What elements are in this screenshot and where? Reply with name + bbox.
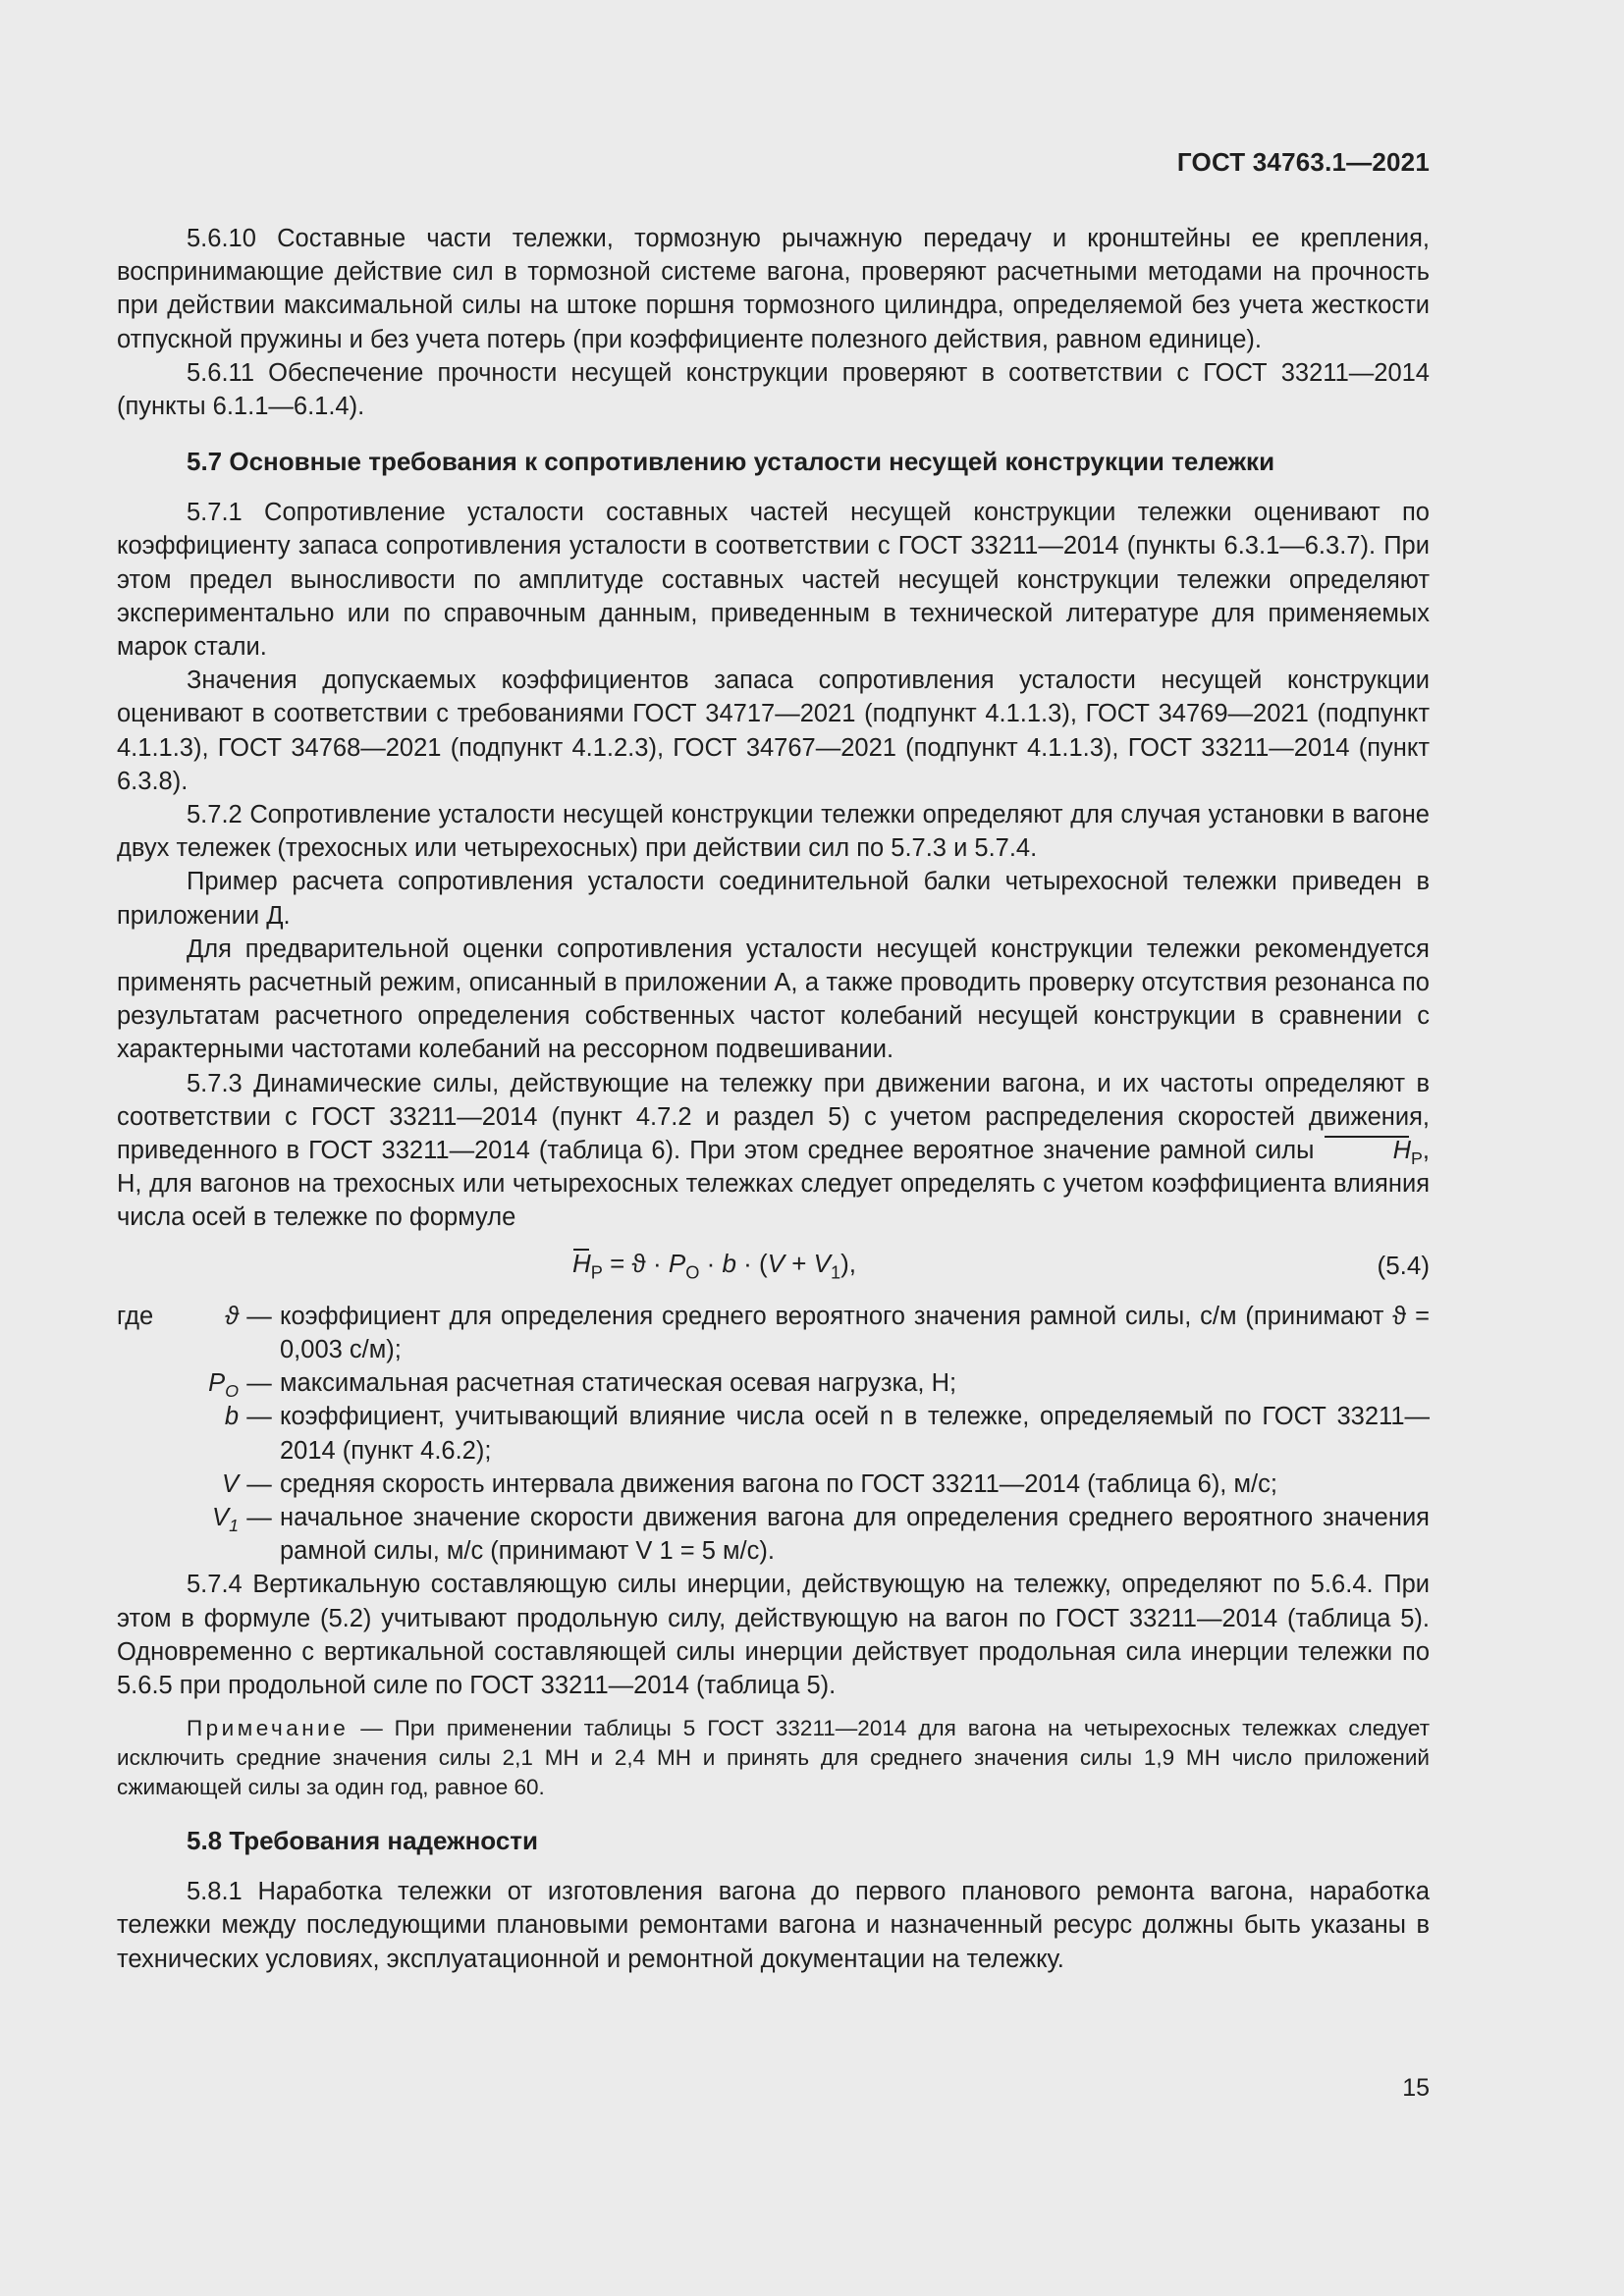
equation-number: (5.4) bbox=[1377, 1250, 1430, 1280]
where-description: средняя скорость интервала движения вагона по ГОСТ 33211—2014 (таблица 6), м/с; bbox=[280, 1469, 1277, 1498]
paragraph-5-7-3 bbox=[117, 1067, 1430, 1235]
frame-force-subscript: P bbox=[1411, 1148, 1423, 1169]
formula-expression: $H_P = ϑ \cdot P_O \cdot b \cdot (V + V_1)$, bbox=[571, 1248, 857, 1283]
where-symbol: b bbox=[224, 1403, 239, 1431]
where-list bbox=[117, 1300, 1430, 1569]
where-symbol: $P_O$ bbox=[208, 1369, 239, 1402]
where-description: коэффициент, учитывающий влияние числа осей n в тележке, определяемый по ГОСТ 33211—2014 (пункт 4.6.2); bbox=[280, 1403, 1430, 1465]
section-heading-5-8: 5.8 Требования надежности bbox=[187, 1826, 539, 1856]
where-dash: — bbox=[246, 1369, 272, 1398]
paragraph-5-7-3-text-a: 5.7.3 Динамические силы, действующие на тележку при движении вагона, и их частоты определяют в соответствии с ГОСТ 33211—2014 (пункт 4.7.2 и раздел 5) с учетом распределения скоростей движения, приведенного в ГОСТ 33211—2014 (таблица 6). При этом среднее вероятное значение рамной силы bbox=[117, 1069, 1430, 1165]
paragraph-preliminary-assessment: Для предварительной оценки сопротивления усталости несущей конструкции тележки рекомендуется применять расчетный режим, описанный в приложении А, а также проводить проверку отсутствия резонанса по результатам расчетного определения собственных частот колебаний несущей конструкции в сравнении с характерными частотами колебаний на рессорном подвешивании. bbox=[117, 934, 1430, 1064]
where-dash: — bbox=[246, 1503, 272, 1531]
where-dash: — bbox=[246, 1403, 272, 1431]
where-description: начальное значение скорости движения вагона для определения среднего вероятного значения рамной силы, м/с (принимают V 1 = 5 м/с). bbox=[280, 1503, 1430, 1566]
paragraph-5-8-1: 5.8.1 Наработка тележки от изготовления вагона до первого планового ремонта вагона, наработка тележки между последующими плановыми ремонтами вагона и назначенный ресурс должны быть указаны в технических условиях, эксплуатационной и ремонтной документации на тележку. bbox=[117, 1878, 1430, 1973]
paragraph-5-7-3-text-b: , Н, для вагонов на трехосных или четырехосных тележках следует определять с учетом коэффициента влияния числа осей в тележке по формуле bbox=[117, 1137, 1430, 1232]
where-dash: — bbox=[246, 1469, 272, 1498]
note-text: — При применении таблицы 5 ГОСТ 33211—2014 для вагона на четырехосных тележках следует исключить средние значения силы 2,1 МН и 2,4 МН и принять для среднего значения силы 1,9 МН число приложений сжимающей силы за один год, равное 60. bbox=[117, 1716, 1430, 1800]
page-number: 15 bbox=[1402, 2074, 1430, 2102]
where-description: коэффициент для определения среднего вероятного значения рамной силы, с/м (принимают ϑ = 0,003 с/м); bbox=[280, 1302, 1430, 1363]
where-symbol: ϑ bbox=[224, 1302, 239, 1330]
where-dash: — bbox=[246, 1302, 272, 1330]
paragraph-5-6-10: 5.6.10 Составные части тележки, тормозную рычажную передачу и кронштейны ее крепления, воспринимающие действие сил в тормозной системе вагона, проверяют расчетными методами на прочность при действии максимальной силы на штоке поршня тормозного цилиндра, определяемой без учета жесткости отпускной пружины и без учета потерь (при коэффициенте полезного действия, равном единице). bbox=[117, 225, 1430, 353]
document-header: ГОСТ 34763.1—2021 bbox=[1176, 147, 1430, 177]
note-label: Примечание bbox=[187, 1716, 350, 1741]
paragraph-fatigue-coefficients: Значения допускаемых коэффициентов запаса сопротивления усталости несущей конструкции оценивают в соответствии с требованиями ГОСТ 34717—2021 (подпункт 4.1.1.3), ГОСТ 34769—2021 (подпункт 4.1.1.3), ГОСТ 34768—2021 (подпункт 4.1.2.3), ГОСТ 34767—2021 (подпункт 4.1.1.3), ГОСТ 33211—2014 (пункт 6.3.8). bbox=[117, 667, 1430, 795]
paragraph-5-6-11: 5.6.11 Обеспечение прочности несущей конструкции проверяют в соответствии с ГОСТ 33211—2014 (пункты 6.1.1—6.1.4). bbox=[117, 358, 1430, 421]
section-heading-5-7: 5.7 Основные требования к сопротивлению усталости несущей конструкции тележки bbox=[187, 447, 1275, 477]
document-body bbox=[117, 222, 1430, 1976]
paragraph-example-appendix: Пример расчета сопротивления усталости соединительной балки четырехосной тележки приведен в приложении Д. bbox=[117, 868, 1430, 930]
where-symbol: $V_1$ bbox=[212, 1503, 239, 1536]
where-symbol: V bbox=[221, 1469, 239, 1498]
paragraph-5-7-1: 5.7.1 Сопротивление усталости составных частей несущей конструкции тележки оценивают по коэффициенту запаса сопротивления усталости в соответствии с ГОСТ 33211—2014 (пункты 6.3.1—6.3.7). При этом предел выносливости по амплитуде составных частей несущей конструкции тележки определяют экспериментально или по справочным данным, приведенным в технической литературе для применяемых марок стали. bbox=[117, 499, 1430, 662]
note bbox=[117, 1714, 1430, 1802]
frame-force-symbol: H bbox=[1324, 1134, 1411, 1167]
where-label: где bbox=[117, 1302, 154, 1330]
where-description: максимальная расчетная статическая осевая нагрузка, Н; bbox=[280, 1369, 957, 1398]
paragraph-5-7-4: 5.7.4 Вертикальную составляющую силы инерции, действующую на тележку, определяют по 5.6.4. При этом в формуле (5.2) учитывают продольную силу, действующую на вагон по ГОСТ 33211—2014 (таблица 5). Одновременно с вертикальной составляющей силы инерции действует продольная сила инерции тележки по 5.6.5 при продольной силе по ГОСТ 33211—2014 (таблица 5). bbox=[117, 1571, 1430, 1699]
formula-5-4 bbox=[117, 1239, 1430, 1294]
paragraph-5-7-2: 5.7.2 Сопротивление усталости несущей конструкции тележки определяют для случая установки в вагоне двух тележек (трехосных или четырехосных) при действии сил по 5.7.3 и 5.7.4. bbox=[117, 801, 1430, 863]
